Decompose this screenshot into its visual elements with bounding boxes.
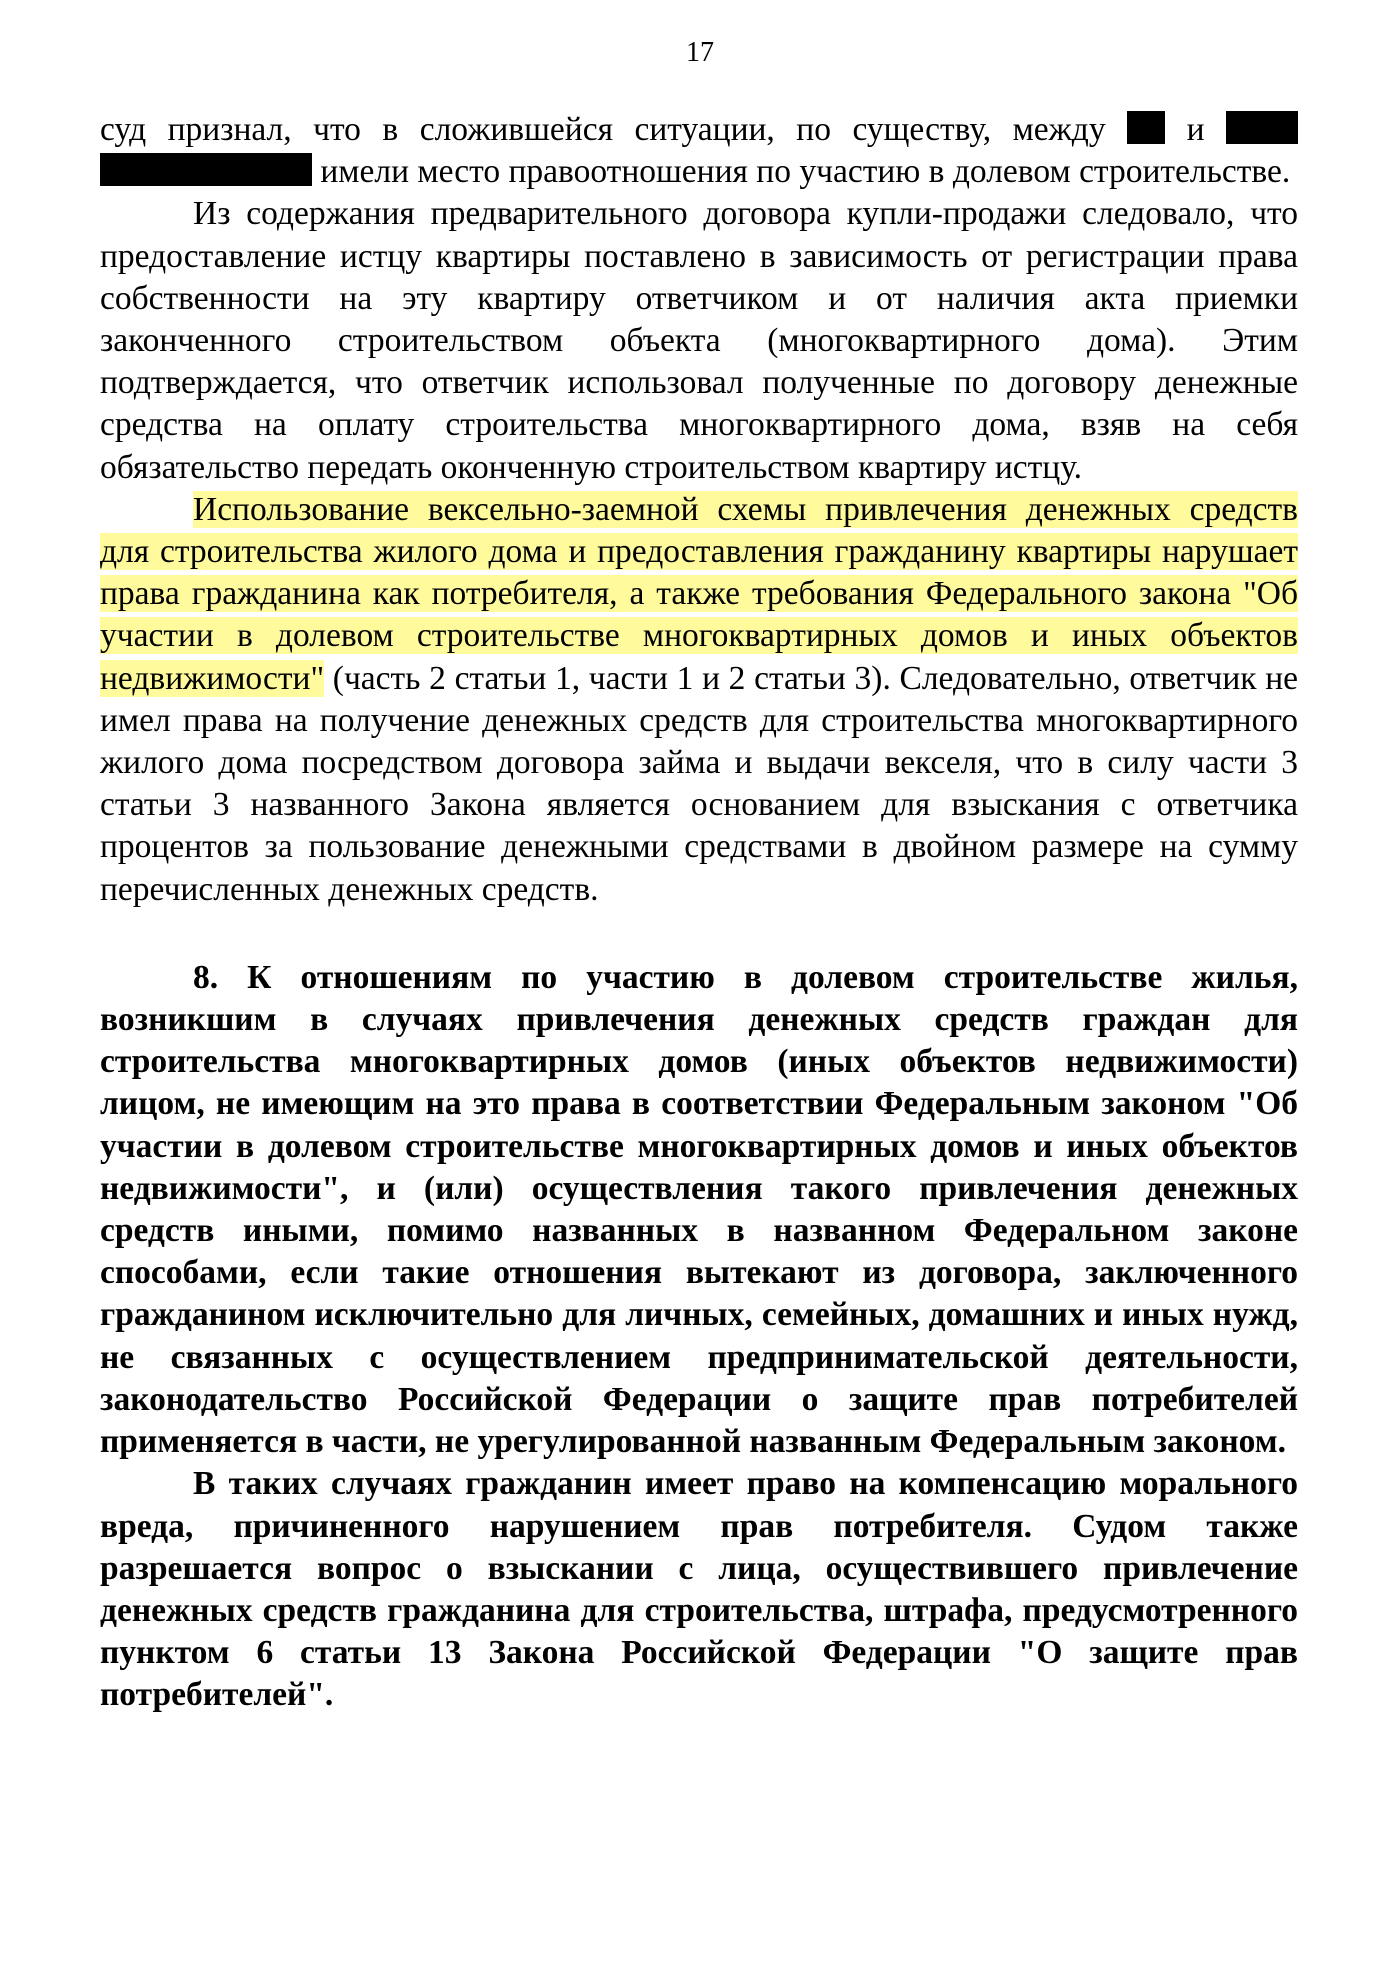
paragraph-moral-damage: В таких случаях гражданин имеет право на компенсацию морального вреда, причиненного нарушением прав потребителя. Судом также разрешается вопрос о взыскании с лица, осуществившего привлечение денежных средств гражданина для строительства, штрафа, предусмотренного пунктом 6 статьи 13 Закона Российской Федерации "О защите прав потребителей". [100, 1465, 1298, 1714]
page-number: 17 [686, 37, 714, 68]
paragraph-text: и [1186, 111, 1205, 148]
paragraph-text: суд признал, что в сложившейся ситуации, по существу, между [100, 111, 1106, 148]
paragraph-item-8: 8. К отношениям по участию в долевом строительстве жилья, возникшим в случаях привлечения денежных средств граждан для строительства многоквартирных домов (иных объектов недвижимости) лицом, не имеющим на это права в соответствии Федеральным законом "Об участии в долевом строительстве многоквартирных домов и иных объектов недвижимости", и (или) осуществления такого привлечения денежных средств иными, помимо названных в названном Федеральном законе способами, если такие отношения вытекают из договора, заключенного гражданином исключительно для личных, семейных, домашних и иных нужд, не связанных с осуществлением предпринимательской деятельности, законодательство Российской Федерации о защите прав потребителей применяется в части, не урегулированной названным Федеральным законом. [100, 958, 1298, 1461]
paragraph-promissory-scheme [100, 489, 1298, 911]
paragraph-text: (часть 2 статьи 1, части 1 и 2 статьи 3). Следовательно, ответчик не имел права на получение денежных средств для строительства многоквартирного жилого дома посредством договора займа и выдачи векселя, что в силу части 3 статьи 3 названного Закона является основанием для взыскания с ответчика процентов за пользование денежными средствами в двойном размере на сумму перечисленных денежных средств. [100, 659, 1298, 908]
redacted-name-block [1226, 111, 1298, 144]
paragraph-spacer [100, 911, 1298, 957]
paragraph-text: имели место правоотношения по участию в долевом строительстве. [320, 153, 1291, 191]
redacted-name-block [1127, 111, 1165, 144]
paragraph-court-conclusion [100, 109, 1298, 193]
document-body [100, 109, 1298, 1717]
redacted-name-block [100, 153, 312, 186]
paragraph-preliminary-contract: Из содержания предварительного договора купли-продажи следовало, что предоставление истцу квартиры поставлено в зависимость от регистрации права собственности на эту квартиру ответчиком и от наличия акта приемки законченного строительством объекта (многоквартирного дома). Этим подтверждается, что ответчик использовал полученные по договору денежные средства на оплату строительства многоквартирного дома, взяв на себя обязательство передать оконченную строительством квартиру истцу. [100, 195, 1298, 486]
highlighted-text: Использование вексельно-заемной схемы привлечения денежных средств для строительства жилого дома и предоставления гражданину квартиры нарушает права гражданина как потребителя, а также требования Федерального закона "Об участии в долевом строительстве многоквартирных домов и иных объектов недвижимости" [100, 490, 1298, 697]
